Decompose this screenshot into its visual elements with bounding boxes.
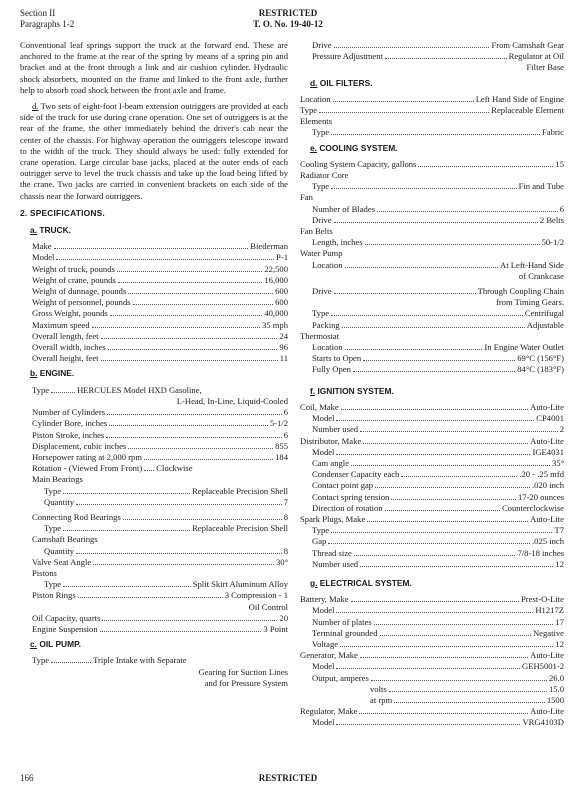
- spec-row: at rpm 1500: [370, 694, 564, 705]
- spec-row: Model VRG4103D: [312, 717, 564, 728]
- spec-row: Type HERCULES Model HXD Gasoline,: [32, 384, 202, 395]
- spec-value: 24: [279, 330, 288, 341]
- spec-value: 5-1/2: [269, 418, 288, 429]
- spec-row: [32, 264, 288, 275]
- spec-row: Type Split Skirt Aluminum Alloy: [44, 579, 288, 590]
- oil-pump-title: OIL PUMP.: [39, 639, 81, 650]
- spec-row: Regulator, Make Auto-Lite: [300, 706, 564, 717]
- spec-row: Packing Adjustable: [312, 319, 564, 330]
- spec-row: [32, 308, 288, 319]
- spec-row: Number used 12: [312, 558, 564, 569]
- engine-letter: b.: [30, 368, 38, 379]
- spec-value: 96: [279, 342, 288, 353]
- spec-row: Quantity 8: [44, 545, 288, 556]
- spec-row: [32, 430, 288, 441]
- electrical-letter: g.: [310, 577, 318, 588]
- truck-heading: [30, 225, 288, 236]
- spec-group-label: Pistons: [32, 567, 57, 578]
- spec-row: Quantity 7: [44, 496, 288, 507]
- spec-continuation: L-Head, In-Line, Liquid-Cooled: [176, 395, 288, 406]
- spec-label: Piston Stroke, inches: [32, 429, 105, 440]
- page-number: 166: [20, 773, 34, 783]
- spec-value: 16,000: [264, 274, 288, 285]
- cooling-heading: [310, 143, 564, 154]
- spec-label: Model: [32, 252, 55, 263]
- spec-label: Horsepower rating at 2,000 rpm: [32, 451, 143, 462]
- spec-row: Length, inches 50-1/2: [312, 237, 564, 248]
- spec-row: Valve Seat Angle 30°: [32, 556, 288, 567]
- cooling-spec-list: [300, 159, 564, 376]
- spec-label: Weight of personnel, pounds: [32, 297, 131, 308]
- truck-spec-list: [20, 241, 288, 364]
- spec-row: Type Replaceable Precision Shell: [44, 523, 288, 534]
- ignition-spec-list: [300, 402, 564, 570]
- spec-group-label: Fan Belts: [300, 226, 333, 237]
- spec-row: Type T7: [312, 525, 564, 536]
- spec-row: Battery, Make Prest-O-Lite: [300, 594, 564, 605]
- cooling-title: COOLING SYSTEM.: [319, 142, 398, 153]
- spec-label: Make: [32, 241, 52, 252]
- cooling-letter: e.: [310, 142, 317, 153]
- spec-row: Model IGE4031: [312, 446, 564, 457]
- paragraphs-label: Paragraphs 1-2: [20, 19, 75, 29]
- para-2-text: Two sets of eight-foot I-beam extension outriggers are provided at each side of the truck for use during crane operation. One set of outriggers is at the rear of the frame, the other immediately behind the driver's cab near the center of the chassis. For highway operation the outriggers telescope inward to the width of the truck. They should always be used: fully extended for crane operation. Large circular base jacks, placed at the outer ends of each outrigger serve to level the truck chassis and take up the load being lifted by the crane. Two jacks are carried in convenient brackets on each side of the chassis near the forward outriggers.: [20, 101, 288, 201]
- spec-row: Type Centrifugal: [312, 308, 564, 319]
- spec-row: Fully Open 84°C (183°F): [312, 364, 564, 375]
- oil-filters-heading: [310, 78, 564, 89]
- spec-row: Contact spring tension 17-20 ounces: [312, 491, 564, 502]
- spec-continuation: from Timing Gears.: [495, 297, 564, 308]
- spec-value: 22,500: [264, 263, 288, 274]
- spec-row: Drive 2 Belts: [312, 214, 564, 225]
- spec-group-label: Main Bearings: [32, 474, 83, 485]
- spec-value: 40,000: [264, 308, 288, 319]
- oil-pump-heading: [30, 639, 288, 650]
- spec-group-label: Thermostat: [300, 330, 340, 341]
- spec-label: Displacement, cubic inches: [32, 440, 127, 451]
- oil-pump-spec-list: [20, 655, 288, 689]
- spec-row: [32, 331, 288, 342]
- spec-row: Generator, Make Auto-Lite: [300, 650, 564, 661]
- truck-title: TRUCK.: [39, 225, 71, 236]
- engine-heading: [30, 368, 288, 379]
- ignition-letter: f.: [310, 385, 316, 396]
- spec-row: Type Fin and Tube: [312, 181, 564, 192]
- spec-row: Model CP4001: [312, 413, 564, 424]
- spec-group-label: Water Pump: [300, 248, 343, 259]
- spec-row: Drive Through Coupling Chain: [312, 286, 564, 297]
- spec-row: Location Left Hand Side of Engine: [300, 93, 564, 104]
- ignition-heading: [310, 386, 564, 397]
- spec-continuation: Gearing for Suction Lines: [198, 666, 288, 677]
- spec-continuation: Oil Control: [248, 601, 288, 612]
- spec-row: Coil, Make Auto-Lite: [300, 401, 564, 412]
- electrical-title: ELECTRICAL SYSTEM.: [319, 577, 412, 588]
- spec-row: Piston Rings 3 Compression - 1: [32, 590, 288, 601]
- spec-row: [32, 297, 288, 308]
- intro-paragraph-1: Conventional leaf springs support the truck at the forward end. These are anchored to the frame at the rear of the spring by means of a spring pin and bracket and at the front through a link and air cushion cylinder. Hydraulic shock absorbers, mounted on the frame and linked to the front axle, further help to absorb road shock between the front axle and frame.: [20, 40, 288, 95]
- spec-row: Type Triple Intake with Separate: [32, 655, 187, 666]
- right-column: [300, 40, 564, 733]
- spec-row: Distributor, Make Auto-Lite: [300, 435, 564, 446]
- oil-filters-letter: d.: [310, 77, 318, 88]
- spec-row: [32, 342, 288, 353]
- oil-filters-title: OIL FILTERS.: [319, 77, 373, 88]
- spec-row: Spark Plugs, Make Auto-Lite: [300, 513, 564, 524]
- spec-group-label: Camshaft Bearings: [32, 534, 98, 545]
- page-header-center: [0, 8, 576, 30]
- intro-paragraph-2: [20, 101, 288, 202]
- spec-row: [32, 407, 288, 418]
- to-number: T. O. No. 19-40-12: [253, 19, 323, 29]
- spec-row: [32, 441, 288, 452]
- spec-value: 6: [283, 407, 288, 418]
- spec-row: [32, 353, 288, 364]
- spec-row: [32, 286, 288, 297]
- spec-row: [32, 452, 288, 463]
- spec-row: Starts to Open 69°C (156°F): [312, 353, 564, 364]
- spec-row: Voltage 12: [312, 638, 564, 649]
- spec-row: Number of plates 17: [312, 616, 564, 627]
- spec-row: Condenser Capacity each .20 - .25 mfd: [312, 469, 564, 480]
- classification-footer: RESTRICTED: [258, 773, 318, 783]
- spec-group-label: Fan: [300, 192, 313, 203]
- spec-row: [32, 418, 288, 429]
- spec-row: Cam angle 35°: [312, 457, 564, 468]
- section-label: Section II: [20, 8, 56, 18]
- engine-spec-list: [20, 385, 288, 635]
- spec-group-label: Elements: [300, 116, 332, 127]
- spec-row: Type Fabric: [312, 127, 564, 138]
- spec-row: Engine Suspension 3 Point: [32, 623, 288, 634]
- spec-continuation: of Crankcase: [518, 270, 564, 281]
- engine-numeric-rows: [32, 407, 288, 463]
- spec-row: Model H1217Z: [312, 605, 564, 616]
- ignition-title: IGNITION SYSTEM.: [317, 385, 394, 396]
- spec-row: [32, 320, 288, 331]
- spec-row: Number of Blades 6: [312, 203, 564, 214]
- spec-label: Maximum speed: [32, 319, 90, 330]
- spec-value: 600: [275, 286, 288, 297]
- electrical-heading: [310, 578, 564, 589]
- spec-row: Rotation - (Viewed From Front) Clockwise: [32, 463, 193, 474]
- oil-pump-letter: c.: [30, 639, 37, 650]
- spec-continuation: Filter Base: [526, 62, 564, 73]
- spec-row: Number used 2: [312, 424, 564, 435]
- spec-label: Overall length, feet: [32, 330, 99, 341]
- engine-title: ENGINE.: [39, 368, 75, 379]
- spec-row: Oil Capacity, quarts 20: [32, 612, 288, 623]
- spec-row: Gap .025 inch: [312, 536, 564, 547]
- spec-row: Terminal grounded Negative: [312, 627, 564, 638]
- spec-label: Overall height, feet: [32, 353, 99, 364]
- spec-row: Direction of rotation Counterclockwise: [312, 502, 564, 513]
- spec-row: Connecting Rod Bearings 8: [32, 511, 288, 522]
- spec-label: Weight of truck, pounds: [32, 263, 115, 274]
- spec-row: Drive From Camshaft Gear: [312, 40, 564, 50]
- spec-value: 855: [275, 440, 288, 451]
- spec-value: 184: [275, 451, 288, 462]
- spec-value: Biederman: [250, 241, 288, 252]
- left-column: [20, 40, 288, 693]
- spec-value: P-1: [276, 252, 288, 263]
- spec-row: [32, 275, 288, 286]
- spec-row: Contact point gap .020 inch: [312, 480, 564, 491]
- spec-label: Weight of dunnage, pounds: [32, 286, 127, 297]
- truck-letter: a.: [30, 225, 37, 236]
- spec-row: Type Replaceable Precision Shell: [44, 485, 288, 496]
- spec-label: Overall width, inches: [32, 342, 106, 353]
- spec-row: Cooling System Capacity, gallons 15: [300, 158, 564, 169]
- electrical-spec-list: [300, 594, 564, 728]
- spec-label: Number of Cylinders: [32, 407, 106, 418]
- spec-value: 11: [279, 353, 288, 364]
- spec-row: [32, 252, 288, 263]
- specifications-heading: 2. SPECIFICATIONS.: [20, 207, 105, 218]
- spec-row: Type Replaceable Element: [300, 105, 564, 116]
- para-letter-d: d.: [32, 101, 39, 112]
- spec-label: Weight of crane, pounds: [32, 274, 116, 285]
- spec-row: Location At Left-Hand Side: [312, 259, 564, 270]
- spec-row: Model GEH5001-2: [312, 661, 564, 672]
- classification-header: RESTRICTED: [258, 8, 318, 18]
- spec-row: [32, 241, 288, 252]
- spec-label: Cylinder Bore, inches: [32, 418, 108, 429]
- spec-row: Output, amperes 26.0: [312, 672, 564, 683]
- spec-row: Location In Engine Water Outlet: [312, 342, 564, 353]
- spec-group-label: Radiator Core: [300, 170, 349, 181]
- spec-label: Gross Weight, pounds: [32, 308, 108, 319]
- spec-row: Thread size 7/8-18 inches: [312, 547, 564, 558]
- spec-value: 600: [275, 297, 288, 308]
- oil-filters-spec-list: [300, 94, 564, 139]
- spec-value: 35 mph: [261, 319, 288, 330]
- spec-row: Pressure Adjustment Regulator at Oil: [312, 51, 564, 62]
- spec-continuation: and for Pressure System: [204, 677, 288, 688]
- spec-row: volts 15.0: [370, 683, 564, 694]
- spec-value: 6: [283, 429, 288, 440]
- oil-pump-spec-list-cont: [300, 40, 564, 74]
